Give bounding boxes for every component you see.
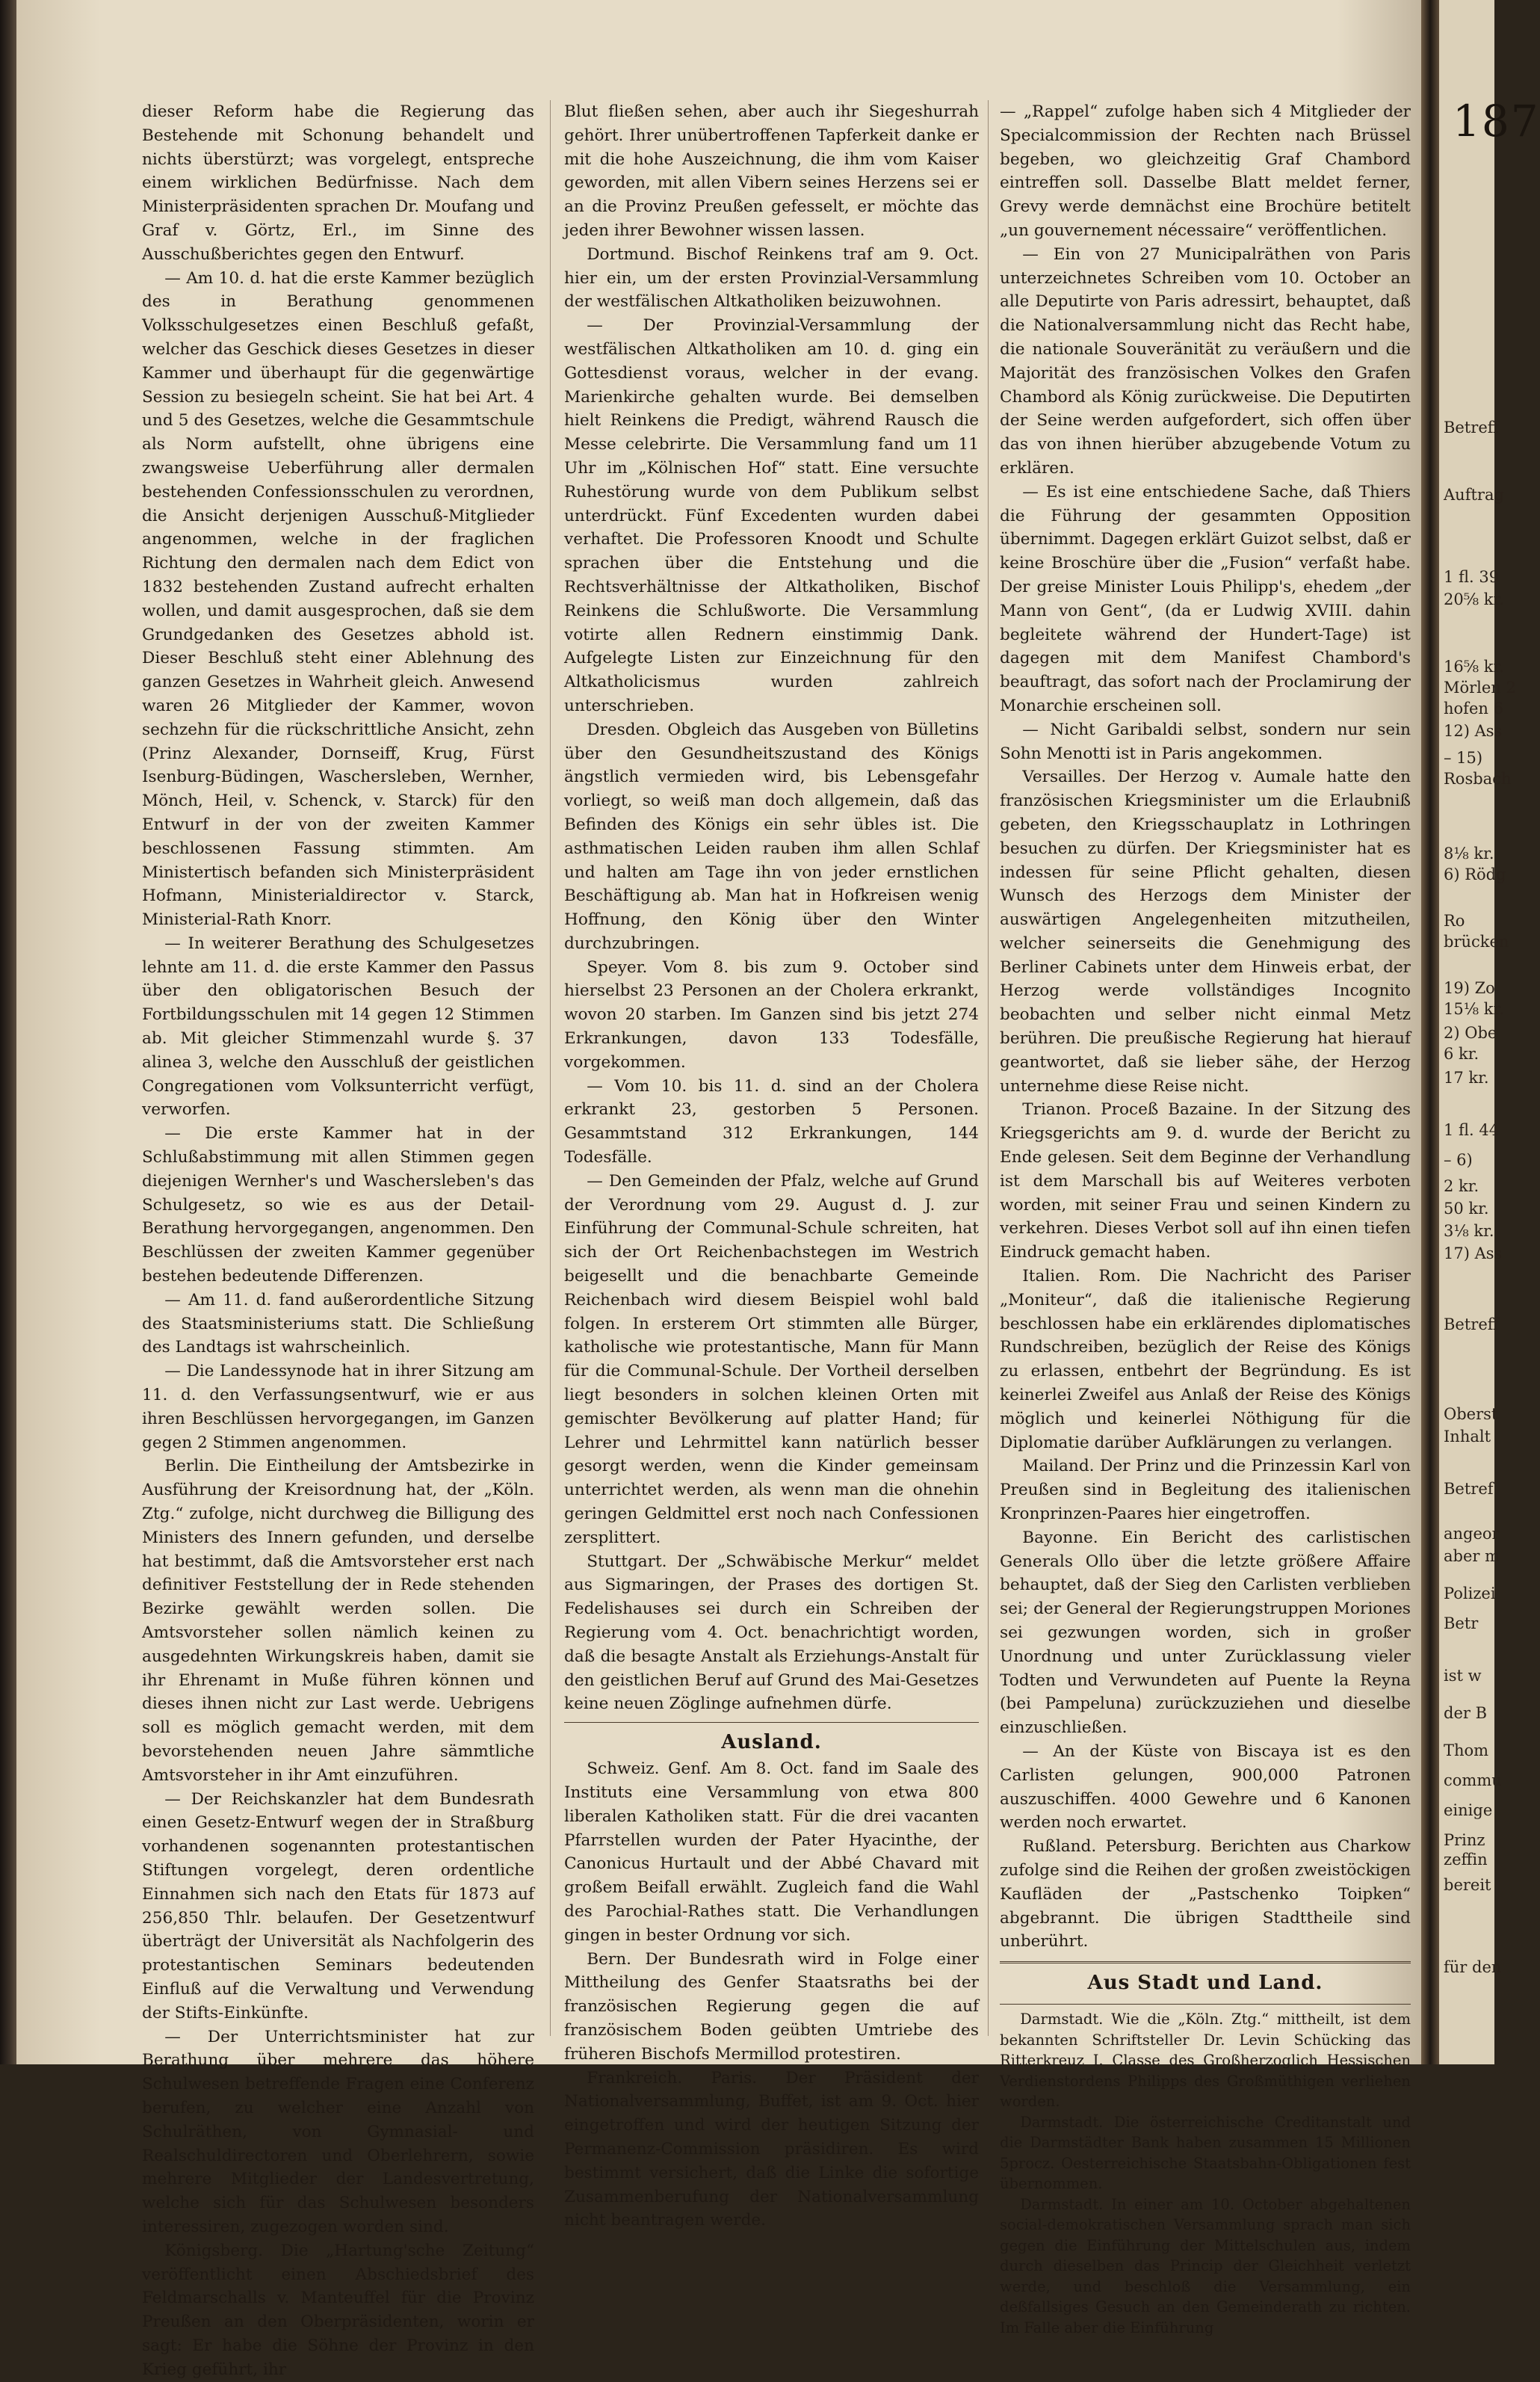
paragraph: Dresden. Obgleich das Ausgeben von Bülletins über den Gesundheitszustand des Königs ängstlich vermieden wird, bis Lebensgefahr vorliegt, so weiß man doch allgemein, daß das Befinden des Königs ein sehr übles ist. Die asthmatischen Leiden rauben ihm allen Schlaf und halten am Tage ihn von jeder ernstlichen Beschäftigung ab. Man hat in Hofkreisen wenig Hoffnung, den König über den Winter durchzubringen.: [564, 720, 979, 953]
next-page-fragment: Betreff: [1444, 419, 1499, 436]
paragraph: — Den Gemeinden der Pfalz, welche auf Grund der Verordnung vom 29. August d. J. zur Einführung der Communal-Schule schreiten, hat sich der Ort Reichenbachstegen im Westrich beigesellt und die benachbarte Gemeinde Reichenbach wird diesem Beispiel wohl bald folgen. In ersterem Ort stimmten alle Bürger, katholische wie protestantische, Mann für Mann für die Communal-Schule. Der Vortheil derselben liegt besonders in solchen kleinen Orten mit gemischter Bevölkerung auf platter Hand; für Lehrer und Lehrmittel kann natürlich besser gesorgt werden, wenn die Kinder gemeinsam unterrichtet werden, als wenn man die ohnehin geringen Geldmittel erst noch nach Confessionen zersplittert.: [564, 1171, 979, 1547]
next-page-fragment: Ro: [1444, 912, 1465, 930]
next-page-fragment: commu: [1444, 1771, 1502, 1789]
next-page-fragment: 1 fl. 39: [1444, 568, 1500, 586]
paragraph: Bern. Der Bundesrath wird in Folge einer Mittheilung des Genfer Staatsraths bei der französischen Regierung gegen die auf französischem Boden geübten Umtriebe des früheren Bischofs Mermillod protestiren.: [564, 1949, 979, 2064]
paragraph: — In weiterer Berathung des Schulgesetzes lehnte am 11. d. die erste Kammer den Passus über den obligatorischen Besuch der Fortbildungsschulen mit 14 gegen 12 Stimmen ab. Mit gleicher Stimmenzahl wurde §. 37 alinea 3, welche den Ausschluß der geistlichen Congregationen vom Volksunterricht verfügt, verworfen.: [142, 934, 534, 1120]
paragraph: Stuttgart. Der „Schwäbische Merkur“ meldet aus Sigmaringen, der Prases des dortigen St. Fedelishauses sei durch ein Schreiben der Regierung vom 4. Oct. benachrichtigt worden, daß die besagte Anstalt als Erziehungs-Anstalt für den geistlichen Beruf auf Grund des Mai-Gesetzes keine neuen Zöglinge aufnehmen dürfe.: [564, 1552, 979, 1714]
next-page-fragment: brücken: [1444, 933, 1509, 951]
next-page-fragment: Betreff: [1444, 1315, 1499, 1333]
page-number: 187: [1453, 96, 1540, 146]
paragraph: — Ein von 27 Municipalräthen von Paris unterzeichnetes Schreiben vom 10. October an alle Deputirte von Paris adressirt, behauptet, daß die Nationalversammlung nicht das Recht habe, die nationale Souveränität zu veräußern und die Majorität des französischen Volkes den Grafen Chambord als König zurückweise. Die Deputirten der Seine werden aufgefordert, sich offen über das von ihnen hierüber abzugebende Votum zu erklären.: [1000, 244, 1411, 478]
paragraph: Darmstadt. Die österreichische Creditanstalt und die Darmstädter Bank haben zusammen 15 Millionen 5procz. Oesterreichische Staatsbahn-Obligationen fest übernommen.: [1000, 2113, 1411, 2193]
column-rule-2: [988, 100, 989, 2036]
column-rule-1: [550, 100, 551, 2036]
paragraph: Darmstadt. Wie die „Köln. Ztg.“ mittheilt, ist dem bekannten Schriftsteller Dr. Levin Schücking das Ritterkreuz I. Classe des Großherzoglich Hessischen Verdienstordens Philipps des Großmüthigen verliehen worden.: [1000, 2011, 1411, 2111]
next-page-fragment: 12) Ass: [1444, 722, 1503, 740]
paragraph: dieser Reform habe die Regierung das Bestehende mit Schonung behandelt und nichts überstürzt; was vorgelegt, entspreche einem wirklichen Bedürfnisse. Nach dem Ministerpräsidenten sprachen Dr. Moufang und Graf v. Görtz, Erl., im Sinne des Ausschußberichtes gegen den Entwurf.: [142, 102, 534, 264]
paragraph: Schweiz. Genf. Am 8. Oct. fand im Saale des Instituts eine Versammlung von etwa 800 liberalen Katholiken statt. Für die drei vacanten Pfarrstellen wurden der Pater Hyacinthe, der Canonicus Hurtault und der Abbé Chavard mit großem Beifall erwählt. Zugleich fand die Wahl des Parochial-Rathes statt. Die Verhandlungen gingen in bester Ordnung vor sich.: [564, 1759, 979, 1945]
paragraph: Italien. Rom. Die Nachricht des Pariser „Moniteur“, daß die italienische Regierung beschlossen habe ein erklärendes diplomatisches Rundschreiben, bezüglich der Reise des Königs zu erlassen, entbehrt der Begründung. Es ist keinerlei Zweifel aus Anlaß der Reise des Königs möglich und keinerlei Nöthigung für die Diplomatie darüber Aufklärungen zu verlangen.: [1000, 1267, 1411, 1452]
next-page-fragment: 16⅝ kr.: [1444, 658, 1504, 676]
next-page-fragment: Polizei: [1444, 1585, 1496, 1602]
paragraph: — Der Reichskanzler hat dem Bundesrath einen Gesetz-Entwurf wegen der in Straßburg vorhandenen sogenannten protestantischen Stiftungen vorgelegt, deren ordentliche Einnahmen sich nach den Etats für 1873 auf 256,850 Thlr. belaufen. Der Gesetzentwurf überträgt der Universität als Nachfolgerin des protestantischen Seminars bedeutenden Einfluß auf die Verwaltung und Verwendung der Stifts-Einkünfte.: [142, 1789, 534, 2022]
next-page-fragment: 6) Rödg: [1444, 866, 1506, 883]
next-page-fragment: einige: [1444, 1801, 1493, 1819]
section-divider: [564, 1722, 979, 1723]
paragraph: — Am 11. d. fand außerordentliche Sitzung des Staatsministeriums statt. Die Schließung des Landtags ist wahrscheinlich.: [142, 1290, 534, 1357]
paragraph: — Es ist eine entschiedene Sache, daß Thiers die Führung der gesammten Opposition übernimmt. Dagegen erklärt Guizot selbst, daß er keine Broschüre über die „Fusion“ verfaßt habe. Der greise Minister Louis Philipp's, ehedem „der Mann von Gent“, (da er Ludwig XVIII. dahin begleitete während der Hundert-Tage) ist dagegen mit dem Manifest Chambord's beauftragt, das sofort nach der Proclamirung der Monarchie erscheinen soll.: [1000, 482, 1411, 715]
next-page-edge: [1439, 0, 1540, 2064]
next-page-fragment: 2) Obe: [1444, 1024, 1497, 1042]
column-middle: [564, 100, 979, 2230]
next-page-fragment: 15⅛ kr.: [1444, 1000, 1504, 1018]
next-page-fragment: Inhalt: [1444, 1428, 1491, 1445]
paragraph: Berlin. Die Eintheilung der Amtsbezirke in Ausführung der Kreisordnung hat, der „Köln. Ztg.“ zufolge, nicht durchweg die Billigung des Ministers des Innern gefunden, und derselbe hat bestimmt, daß die Amtsvorsteher erst nach definitiver Feststellung der in Rede stehenden Bezirke gewählt werden sollen. Die Amtsvorsteher sollen nämlich keinen zu ausgedehnten Wirkungskreis haben, damit sie ihr Ehrenamt in Muße führen können und dieses ihnen nicht zur Last werde. Uebrigens soll es möglich gemacht werden, mit dem bevorstehenden neuen Jahre sämmtliche Amtsvorsteher in ihr Amt einzuführen.: [142, 1457, 534, 1785]
book-binding-shadow: [0, 0, 16, 2064]
next-page-fragment: hofen 6: [1444, 700, 1503, 718]
paragraph: Frankreich. Paris. Der Präsident der Nationalversammlung, Buffet, ist am 9. Oct. hier eingetroffen und wird der heutigen Sitzung der Permanenz-Commission präsidiren. Es wird bestimmt versichert, daß die Linke die sofortige Zusammenberufung der Nationalversammlung nicht beantragen werde.: [564, 2068, 979, 2230]
paragraph: Königsberg. Die „Hartung'sche Zeitung“ veröffentlicht einen Abschiedsbrief des Feldmarschalls v. Manteuffel für die Provinz Preußen an den Oberpräsidenten, worin er sagt: Er habe die Söhne der Provinz in den Krieg geführt, ihr: [142, 2241, 534, 2379]
next-page-fragment: der B: [1444, 1704, 1488, 1722]
next-page-fragment: 2 kr.: [1444, 1177, 1479, 1195]
paragraph: — „Rappel“ zufolge haben sich 4 Mitglieder der Specialcommission der Rechten nach Brüssel begeben, wo gleichzeitig Graf Chambord eintreffen soll. Dasselbe Blatt meldet ferner, Grevy werde demnächst eine Brochüre betitelt „un gouvernement nécessaire“ veröffentlichen.: [1000, 102, 1411, 240]
next-page-fragment: Betref: [1444, 1480, 1494, 1498]
paragraph: — Die Landessynode hat in ihrer Sitzung am 11. d. den Verfassungsentwurf, wie er aus ihren Beschlüssen hervorgegangen, im Ganzen gegen 2 Stimmen angenommen.: [142, 1362, 534, 1452]
next-page-fragment: angeor: [1444, 1525, 1500, 1543]
next-page-fragment: 8⅛ kr.: [1444, 845, 1494, 863]
next-page-fragment: 3⅛ kr.: [1444, 1222, 1494, 1240]
section-heading-local: Aus Stadt und Land.: [1087, 1972, 1323, 1995]
next-page-fragment: Auftrag: [1444, 486, 1504, 504]
next-page-fragment: Rosbach: [1444, 770, 1512, 788]
next-page-fragment: Thom: [1444, 1741, 1489, 1759]
next-page-fragment: ist w: [1444, 1667, 1482, 1685]
next-page-fragment: 6 kr.: [1444, 1045, 1479, 1063]
section-heading-ausland: Ausland.: [721, 1731, 822, 1754]
next-page-fragment: 50 kr.: [1444, 1200, 1489, 1218]
next-page-fragment: 17) Ass: [1444, 1244, 1503, 1262]
paragraph: — Am 10. d. hat die erste Kammer bezüglich des in Berathung genommenen Volksschulgesetzes einen Beschluß gefaßt, welcher das Geschick dieses Gesetzes in dieser Kammer und überhaupt für die gegenwärtige Session zu besiegeln scheint. Sie hat bei Art. 4 und 5 des Gesetzes, welche die Gesammtschule als Norm aufstellt, ohne übrigens eine zwangsweise Ueberführung aller dermalen bestehenden Confessionsschulen zu verordnen, die Ansicht derjenigen Ausschuß-Mitglieder angenommen, welche in der fraglichen Richtung den dermalen nach dem Edict von 1832 bestehenden Zustand aufrecht erhalten wollen, und damit ausgesprochen, daß sie dem Grundgedanken des Gesetzes abhold ist. Dieser Beschluß steht einer Ablehnung des ganzen Gesetzes in Wahrheit gleich. Anwesend waren 26 Mitglieder der Kammer, wovon sechzehn für die rückschrittliche Ansicht, zehn (Prinz Alexander, Dornseiff, Krug, Fürst Isenburg-Büdingen, Waschersleben, Wernher, Mönch, Heil, v. Schenck, v. Starck) für den Entwurf in der von der zweiten Kammer beschlossenen Fassung stimmten. Am Ministertisch befanden sich Ministerpräsident Hofmann, Ministerialdirector v. Starck, Ministerial-Rath Knorr.: [142, 268, 534, 930]
local-news-block: [1000, 2009, 1411, 2338]
column-left: [142, 100, 534, 2379]
paragraph: Dortmund. Bischof Reinkens traf am 9. Oct. hier ein, um der ersten Provinzial-Versammlung der westfälischen Altkatholiken beizuwohnen.: [564, 244, 979, 312]
next-page-fragment: – 15): [1444, 749, 1483, 767]
next-page-fragment: für den: [1444, 1958, 1502, 1976]
paragraph: — An der Küste von Biscaya ist es den Carlisten gelungen, 900,000 Patronen auszuschiffen. 4000 Gewehre und 6 Kanonen werden noch erwartet.: [1000, 1741, 1411, 1833]
next-page-fragment: 17 kr.: [1444, 1069, 1489, 1087]
paragraph: — Der Unterrichtsminister hat zur Berathung über mehrere das höhere Schulwesen betreffende Fragen eine Conferenz berufen, zu welcher eine Anzahl von Schulräthen, von Gymnasial- und Realschuldirectoren und Oberlehrern, sowie mehrere Mitglieder der Landesvertretung, welche sich für das Schulwesen besonders interessiren, zugezogen worden sind.: [142, 2027, 534, 2236]
next-page-fragment: Prinz: [1444, 1831, 1485, 1849]
next-page-fragment: 19) Zo: [1444, 979, 1495, 997]
paragraph: Bayonne. Ein Bericht des carlistischen Generals Ollo über die letzte größere Affaire behauptet, daß der Sieg den Carlisten verblieben sei; der General der Regierungstruppen Moriones sei gezwungen worden, sich in großer Unordnung und unter Zurücklassung vieler Todten und Verwundeten auf Puente la Reyna (bei Pampeluna) zurückzuziehen und dieselbe einzuschließen.: [1000, 1528, 1411, 1738]
paragraph: Blut fließen sehen, aber auch ihr Siegeshurrah gehört. Ihrer unübertroffenen Tapferkeit danke er mit die hohe Auszeichnung, die ihm vom Kaiser geworden, mit allen Vibern seines Herzens sei er an die Provinz Preußen gefesselt, er möchte das jeden ihrer Bewohner wissen lassen.: [564, 102, 979, 240]
next-page-fragment: aber m: [1444, 1547, 1500, 1565]
paragraph: — Nicht Garibaldi selbst, sondern nur sein Sohn Menotti ist in Paris angekommen.: [1000, 720, 1411, 763]
next-page-fragment: Betr: [1444, 1614, 1479, 1632]
page-gutter-shadow: [1421, 0, 1439, 2064]
section-divider: [1000, 1961, 1411, 1963]
next-page-fragment: bereit: [1444, 1876, 1491, 1894]
paragraph: Versailles. Der Herzog v. Aumale hatte den französischen Kriegsminister um die Erlaubniß gebeten, den Kriegsschauplatz in Lothringen besuchen zu dürfen. Der Kriegsminister hat es indessen für seine Pflicht gehalten, diesen Wunsch des Herzogs dem Minister der auswärtigen Angelegenheiten mitzutheilen, welcher seinerseits die Genehmigung des Berliner Cabinets unter dem Hinweis erbat, der Herzog werde vollständiges Incognito beobachten und selber nicht einmal Metz berühren. Die preußische Regierung hat hierauf geantwortet, daß sie lieber sähe, der Herzog unternehme diese Reise nicht.: [1000, 768, 1411, 1096]
paragraph: — Vom 10. bis 11. d. sind an der Cholera erkrankt 23, gestorben 5 Personen. Gesammtstand 312 Erkrankungen, 144 Todesfälle.: [564, 1076, 979, 1167]
paragraph: Speyer. Vom 8. bis zum 9. October sind hierselbst 23 Personen an der Cholera erkrankt, wovon 20 starben. Im Ganzen sind bis jetzt 274 Erkrankungen, davon 133 Todesfälle, vorgekommen.: [564, 957, 979, 1072]
paragraph: Darmstadt. In einer am 10. October abgehaltenen social-demokratischen Versammlung sprach man sich gegen die Einführung der Mittelschulen aus, indem durch dieselben das Princip der Gleichheit verletzt werde, und beschloß die Versammlung, ein deßfallsiges Gesuch an den Gemeinderath zu richten. Im Falle aber die Einführung: [1000, 2195, 1411, 2336]
next-page-fragment: zeffin: [1444, 1851, 1488, 1869]
section-divider: [1000, 2004, 1411, 2005]
next-page-fragment: 1 fl. 44: [1444, 1121, 1500, 1139]
next-page-fragment: 20⅝ kr.: [1444, 590, 1504, 608]
paragraph: Trianon. Proceß Bazaine. In der Sitzung des Kriegsgerichts am 9. d. wurde der Bericht zu Ende gelesen. Seit dem Beginne der Verhandlung ist dem Marschall bis auf Weiteres verboten worden, mit seiner Frau und seinen Kindern zu verkehren. Dieses Verbot soll auf ihn einen tiefen Eindruck gemacht haben.: [1000, 1100, 1411, 1262]
column-right: [1000, 100, 1411, 2336]
paragraph: Rußland. Petersburg. Berichten aus Charkow zufolge sind die Reihen der großen zweistöckigen Kaufläden der „Pastschenko Toipken“ abgebrannt. Die übrigen Stadttheile sind unberührt.: [1000, 1837, 1411, 1951]
paragraph: Mailand. Der Prinz und die Prinzessin Karl von Preußen sind in Begleitung des italienischen Kronprinzen-Paares hier eingetroffen.: [1000, 1457, 1411, 1524]
next-page-fragment: Oberst: [1444, 1405, 1498, 1423]
paragraph: — Der Provinzial-Versammlung der westfälischen Altkatholiken am 10. d. ging ein Gottesdienst voraus, welcher in der evang. Marienkirche gehalten wurde. Bei demselben hielt Reinkens die Predigt, während Rausch die Messe celebrirte. Die Versammlung fand um 11 Uhr im „Kölnischen Hof“ statt. Eine versuchte Ruhestörung wurde von dem Publikum selbst unterdrückt. Fünf Excedenten wurden dabei verhaftet. Die Professoren Knoodt und Schulte sprachen über die Entstehung und die Rechtsverhältnisse der Altkatholiken, Bischof Reinkens die Schlußworte. Die Versammlung votirte allen Rednern einstimmig Dank. Aufgelegte Listen zur Einzeichnung für den Altkatholicismus wurden zahlreich unterschrieben.: [564, 316, 979, 715]
next-page-fragment: Mörlen 2: [1444, 679, 1516, 697]
paragraph: — Die erste Kammer hat in der Schlußabstimmung mit allen Stimmen gegen diejenigen Wernher's und Waschersleben's das Schulgesetz, so wie es aus der Detail-Berathung hervorgegangen, angenommen. Den Beschlüssen der zweiten Kammer gegenüber bestehen bedeutende Differenzen.: [142, 1124, 534, 1286]
next-page-fragment: – 6): [1444, 1151, 1473, 1169]
